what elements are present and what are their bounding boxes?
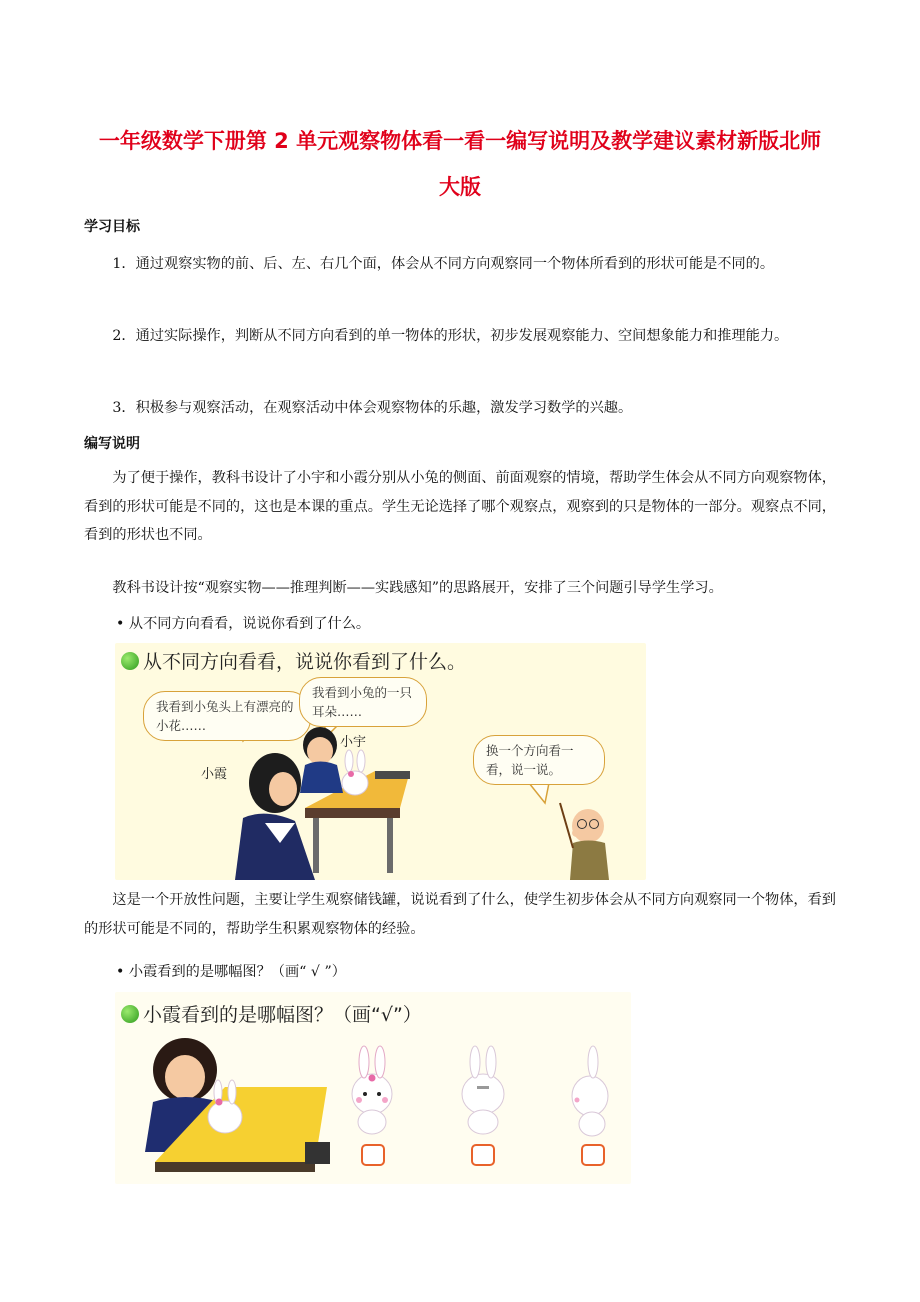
teacher xyxy=(560,803,609,880)
rabbit-back-view xyxy=(462,1046,504,1134)
figure-1-title-text: 从不同方向看看，说说你看到了什么。 xyxy=(143,651,467,673)
writing-heading: 编写说明 xyxy=(84,436,140,452)
goal-item-2: 2．通过实际操作，判断从不同方向看到的单一物体的形状，初步发展观察能力、空间想象能力和推理能力。 xyxy=(112,328,789,344)
writing-paragraph-1: 为了便于操作，教科书设计了小宇和小霞分别从小兔的侧面、前面观察的情境，帮助学生体会从不同方向观察物体，看到的形状可能是不同的，这也是本课的重点。学生无论选择了哪个观察点，观察到的只是物体的一部分。观察点不同，看到的形状也不同。 xyxy=(84,470,836,543)
figure-2-title-text: 小霞看到的是哪幅图？（画“√”） xyxy=(143,1004,422,1026)
title-line-2: 大版 xyxy=(439,175,481,199)
rabbit-front-view xyxy=(352,1046,392,1134)
illustration-which-picture xyxy=(115,992,631,1184)
goals-heading: 学习目标 xyxy=(84,219,140,235)
choice-checkbox-3[interactable] xyxy=(581,1144,605,1166)
illustration-observe-rabbit xyxy=(115,643,646,880)
goal-item-3: 3．积极参与观察活动，在观察活动中体会观察物体的乐趣，激发学习数学的兴趣。 xyxy=(112,400,633,416)
girl-xiaoxia xyxy=(235,753,315,880)
speech-bubble-girl: 我看到小兔头上有漂亮的小花…… xyxy=(143,691,311,741)
speech-bubble-teacher: 换一个方向看一看，说一说。 xyxy=(473,735,605,785)
choice-checkbox-2[interactable] xyxy=(471,1144,495,1166)
boy-xiaoyu xyxy=(300,727,343,793)
question-bullet-1: • 从不同方向看看，说说你看到了什么。 xyxy=(116,616,371,632)
title-line-1: 一年级数学下册第 2 单元观察物体看一看一编写说明及教学建议素材新版北师 xyxy=(98,129,822,153)
writing-paragraph-2: 教科书设计按“观察实物——推理判断——实践感知”的思路展开，安排了三个问题引导学生学习。 xyxy=(112,580,723,596)
question-bullet-2: • 小霞看到的是哪幅图？（画“ √ ”） xyxy=(116,964,346,980)
writing-paragraph-3: 这是一个开放性问题，主要让学生观察储钱罐，说说看到了什么，使学生初步体会从不同方向观察同一个物体，看到的形状可能是不同的，帮助学生积累观察物体的经验。 xyxy=(84,892,836,937)
speech-bubble-boy: 我看到小兔的一只耳朵…… xyxy=(299,677,427,727)
choice-checkbox-1[interactable] xyxy=(361,1144,385,1166)
label-xiaoyu: 小宇 xyxy=(340,735,367,750)
document-title xyxy=(70,118,850,210)
rabbit-side-view xyxy=(572,1046,608,1136)
rabbit-piggy-bank xyxy=(342,750,368,795)
label-xiaoxia: 小霞 xyxy=(201,767,228,782)
goal-item-1: 1．通过观察实物的前、后、左、右几个面，体会从不同方向观察同一个物体所看到的形状可能是不同的。 xyxy=(112,256,775,272)
